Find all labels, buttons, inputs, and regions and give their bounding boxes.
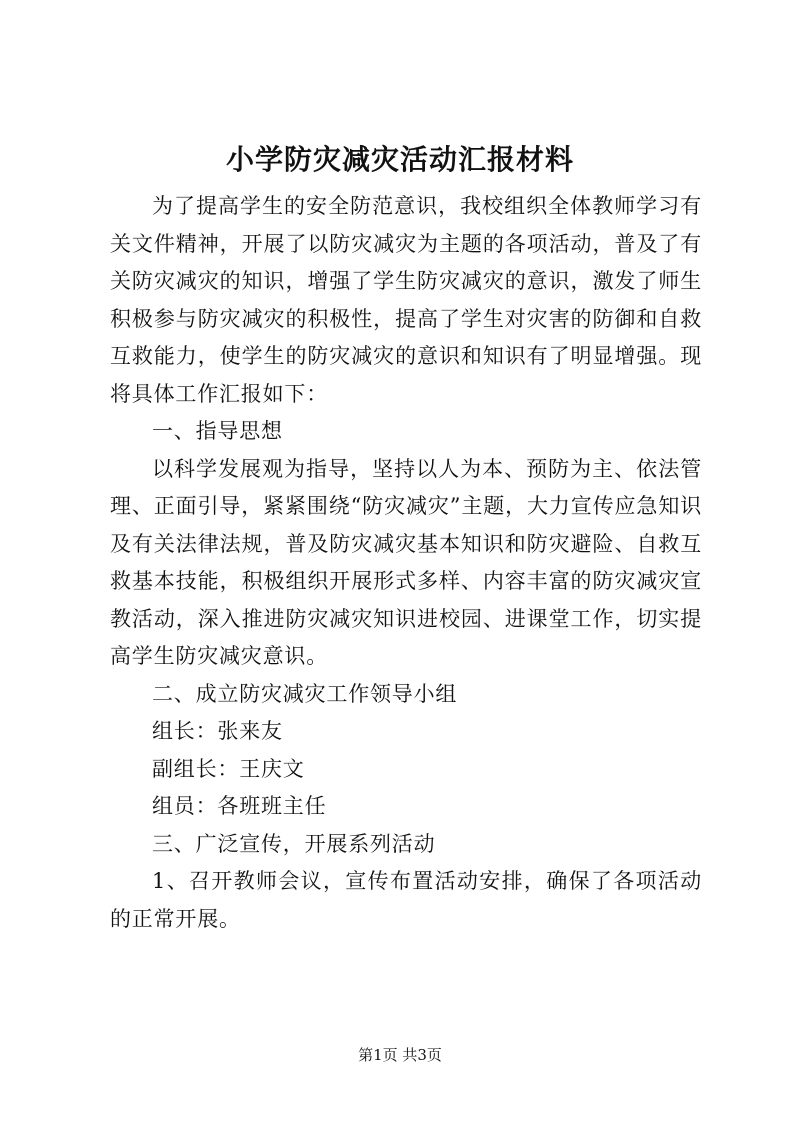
intro-paragraph: 为了提高学生的安全防范意识，我校组织全体教师学习有关文件精神，开展了以防灾减灾为主题的各项活动，普及了有关防灾减灾的知识，增强了学生防灾减灾的意识，激发了师生积极参与防灾减灾的积极性，提高了学生对灾害的防御和自救互救能力，使学生的防灾减灾的意识和知识有了明显增强。现将具体工作汇报如下：	[110, 194, 702, 406]
group-members-line: 组员：各班班主任	[152, 794, 327, 818]
page-number-footer: 第1页 共3页	[358, 1046, 442, 1064]
guiding-ideology-paragraph: 以科学发展观为指导，坚持以人为本、预防为主、依法管理、正面引导，紧紧围绕“防灾减灾”主题，大力宣传应急知识及有关法律法规，普及防灾减灾基本知识和防灾避险、自救互救基本技能，积极组织开展形式多样、内容丰富的防灾减灾宣教活动，深入推进防灾减灾知识进校园、进课堂工作，切实提高学生防灾减灾意识。	[110, 456, 702, 668]
group-leader-line: 组长：张来友	[152, 719, 283, 743]
section-heading-publicity-activities: 三、广泛宣传，开展系列活动	[152, 831, 436, 856]
section-heading-leadership-group: 二、成立防灾减灾工作领导小组	[152, 681, 458, 706]
document-title: 小学防灾减灾活动汇报材料	[225, 143, 574, 176]
section-heading-guiding-ideology: 一、指导思想	[152, 419, 283, 443]
deputy-leader-line: 副组长：王庆文	[152, 756, 305, 781]
activity-item-1: 1、召开教师会议，宣传布置活动安排，确保了各项活动的正常开展。	[110, 869, 702, 931]
document-body	[110, 188, 702, 938]
